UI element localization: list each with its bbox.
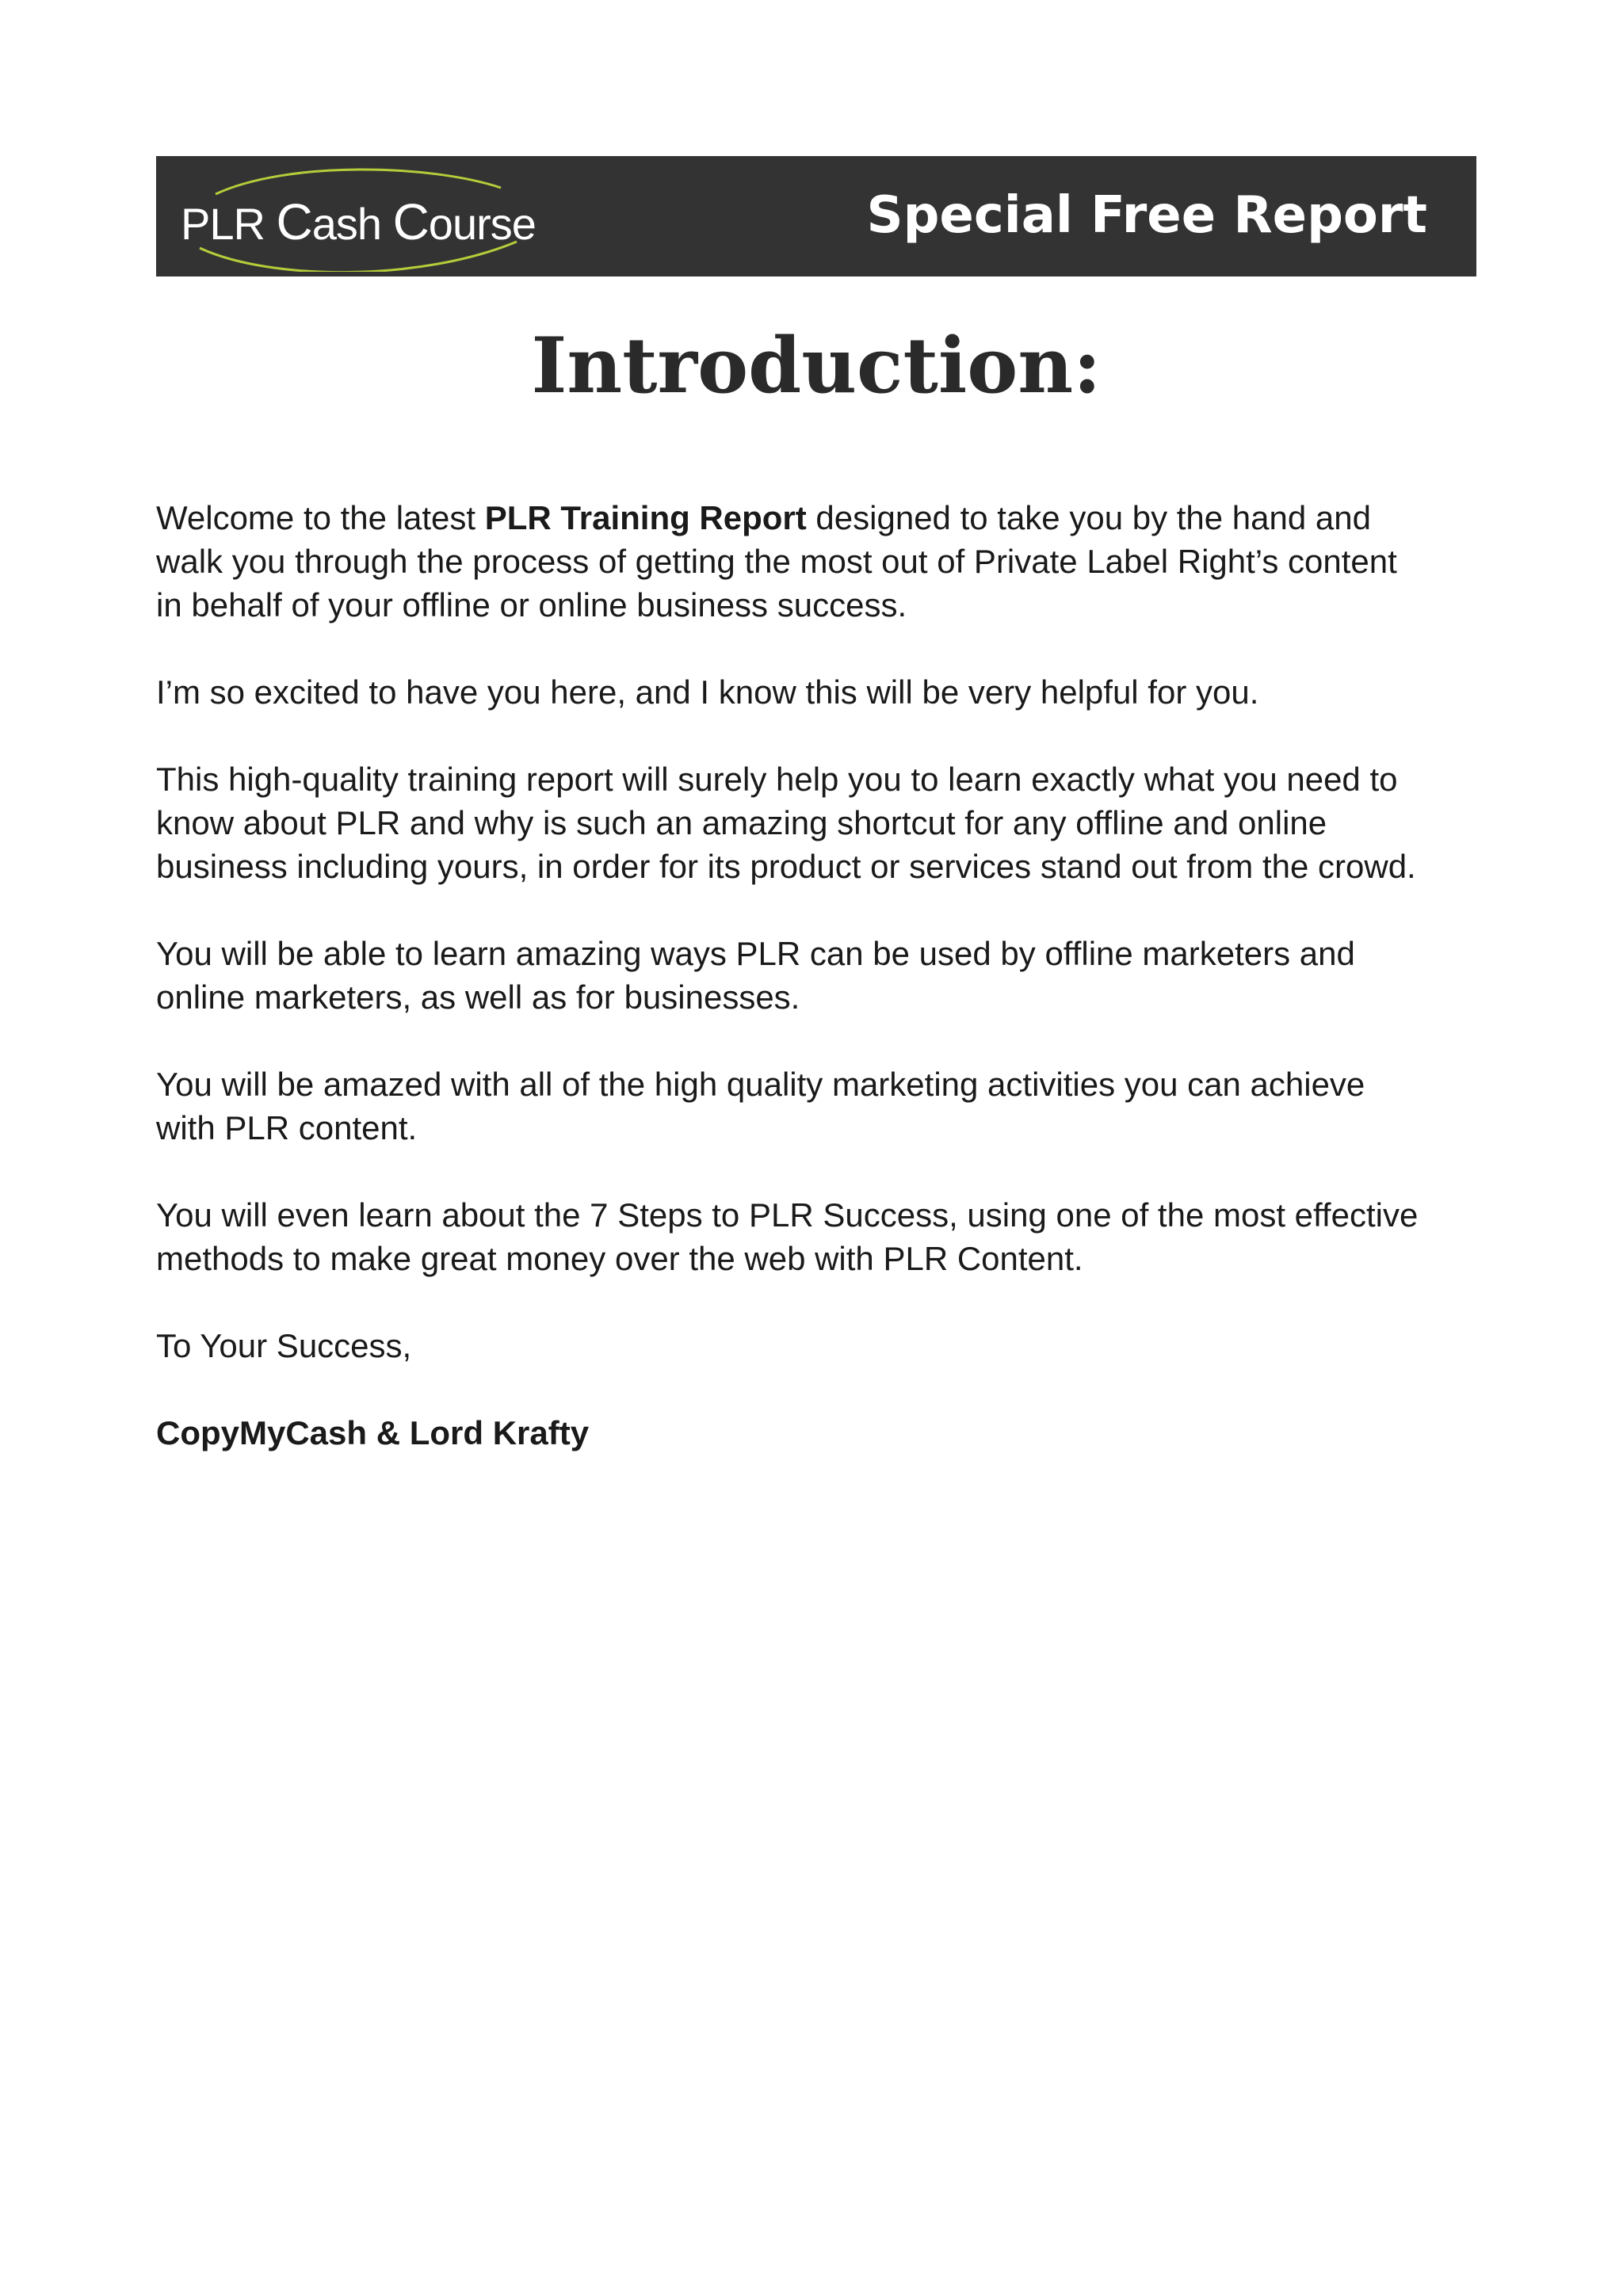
report-name: PLR Training Report (484, 499, 807, 536)
banner-title: Special Free Report (866, 186, 1427, 245)
plr-cash-course-logo (168, 162, 536, 272)
signature: CopyMyCash & Lord Krafty (156, 1414, 590, 1451)
paragraph-excited: I’m so excited to have you here, and I know this will be very helpful for you. (156, 673, 1259, 711)
paragraph-steps: You will even learn about the 7 Steps to PLR Success, using one of the most effective methods to make great money over the web with PLR Content. (156, 1196, 1419, 1277)
logo-text: PLR Cash Course (181, 193, 536, 250)
paragraph-amazed: You will be amazed with all of the high quality marketing activities you can achieve with PLR content. (156, 1066, 1365, 1146)
paragraph-welcome: Welcome to the latest PLR Training Report designed to take you by the hand and walk you through the process of getting the most out of Private Label Right’s content in behalf of your offline or online business success. (156, 499, 1397, 624)
page-title: Introduction: (531, 321, 1102, 410)
paragraph-ways: You will be able to learn amazing ways PLR can be used by offline marketers and online marketers, as well as for businesses. (156, 935, 1355, 1016)
paragraph-quality: This high-quality training report will surely help you to learn exactly what you need to know about PLR and why is such an amazing shortcut for any offline and online business including yours, in order for its product or services stand out from the crowd. (156, 761, 1416, 885)
header-banner (156, 156, 1476, 277)
closing-line: To Your Success, (156, 1327, 412, 1364)
report-body (156, 496, 1424, 1498)
